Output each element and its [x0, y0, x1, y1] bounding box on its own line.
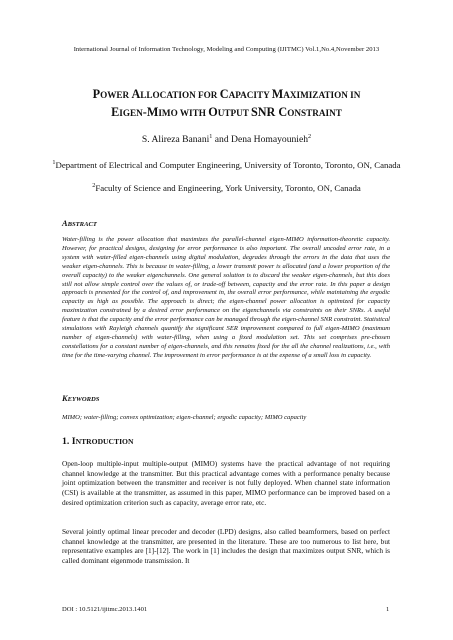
keywords-heading: KEYWORDS — [62, 394, 100, 403]
author-1-affil-mark: 1 — [209, 133, 213, 140]
introduction-paragraph-2: Several jointly optimal linear precoder and decoder (LPD) designs, also called beamformers, based on perfect channel knowledge at the transmitter, are presented in the literature. These are too numerous to list here, but representative examples are [1]-[12]. The work in [1] includes the design that maximizes output SNR, which is called dominant eigenmode transmission. It — [62, 527, 390, 566]
introduction-paragraph-1: Open-loop multiple-input multiple-output (MIMO) systems have the practical advantage of not requiring channel knowledge at the transmitter. But this practical advantage comes with a performance penalty because joint optimization between the transmitter and receiver is not fully deployed. When channel state information (CSI) is available at the transmitter, as assumed in this paper, MIMO performance can be improved based on a desired optimization criterion such as capacity, average error rate, etc. — [62, 459, 390, 507]
affiliation-1-mark: 1 — [52, 159, 56, 166]
affiliation-1 — [40, 157, 413, 171]
affiliation-1-text: Department of Electrical and Computer Engineering, University of Toronto, Toronto, ON, Canada — [55, 159, 401, 170]
affiliation-2 — [40, 180, 413, 194]
title-line-2: EIGEN-MIMO WITH OUTPUT SNR CONSTRAINT — [111, 105, 342, 119]
affiliation-2-mark: 2 — [92, 182, 96, 189]
paper-title — [40, 86, 413, 122]
author-2-affil-mark: 2 — [308, 133, 312, 140]
authors — [0, 133, 453, 145]
affiliation-2-text: Faculty of Science and Engineering, York University, Toronto, ON, Canada — [95, 182, 361, 193]
author-2: Dena Homayounieh — [231, 134, 309, 146]
keywords-text: MIMO; water-filling; convex optimization; eigen-channel; ergodic capacity; MIMO capacity — [62, 414, 307, 421]
page-number: 1 — [386, 606, 390, 613]
abstract-heading: ABSTRACT — [62, 219, 97, 228]
author-1: S. Alireza Banani — [141, 134, 210, 146]
introduction-heading: 1. INTRODUCTION — [62, 436, 134, 447]
title-line-1: POWER ALLOCATION FOR CAPACITY MAXIMIZATION IN — [92, 87, 361, 101]
journal-header: International Journal of Information Technology, Modeling and Computing (IJITMC) Vol.1,No.4,November 2013 — [73, 46, 380, 53]
abstract-text: Water-filling is the power allocation that maximizes the parallel-channel eigen-MIMO information-theoretic capacity. However, for practical designs, designing for error performance is also important. The overall uncoded error rate, in a system with water-filled eigen-channels using digital modulation, degrades through the errors in the data that uses the weaker eigen-channels. This is because in water-filling, a lower transmit power is allocated (and a lower proportion of the overall capacity) to the weaker eigenchannels. One general solution is to discard the weaker eigen-channels, but this does still not allow simple control over the values of, or trade-off between, capacity and the error rate. In this paper a design approach is presented for the control of, and improvement in, the overall error performance, while maintaining the ergodic capacity as high as possible. The approach is direct; the eigen-channel power allocation is optimized for capacity maximization constrained by a desired error performance on the eigenchannels via constraints on their SNRs. A useful feature is that the capacity and the error performance can be managed through the eigen-channel SNR constraint. Statistical simulations with Rayleigh channels quantify the significant SER improvement compared to full eigen-MIMO (maximum number of eigen-channels) with water-filling, when using a fixed modulation set. This set comprises pre-chosen constellations for a constant number of eigen-channels, and this remains fixed for the all the channel realizations, i.e., with time for the time-varying channel. The improvement in error performance is at the expense of a small loss in capacity. — [62, 236, 390, 359]
author-separator: and — [212, 134, 232, 146]
footer-doi: DOI : 10.5121/ijitmc.2013.1401 — [62, 606, 148, 613]
